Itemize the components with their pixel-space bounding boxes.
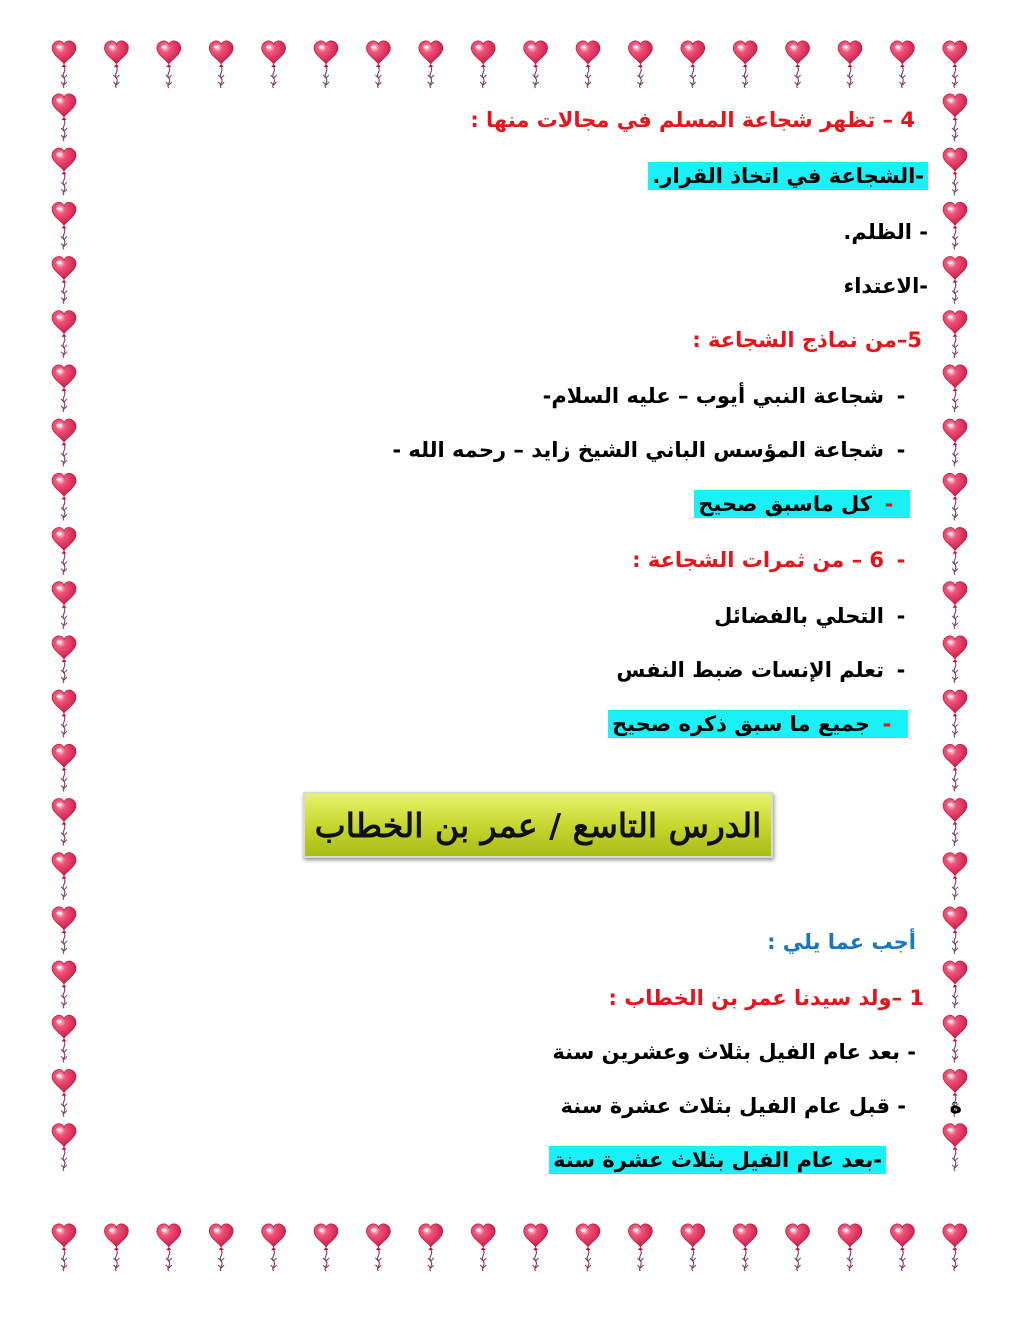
q4-heading: 4 – تظهر شجاعة المسلم في مجالات منها : [470,108,915,132]
q4-option[interactable]: - الظلم. [843,220,928,244]
q5-option[interactable]: -شجاعة النبي أيوب – عليه السلام- [542,384,906,408]
q4-option[interactable]: -الاعتداء [843,274,928,298]
q4-option-correct[interactable]: -الشجاعة في اتخاذ القرار. [648,164,928,188]
lesson-title-banner [303,792,773,858]
q6-option-correct[interactable]: -جميع ما سبق ذكره صحيح [608,712,908,736]
q5-option-correct[interactable]: -كل ماسبق صحيح [694,492,910,516]
q6-option[interactable]: -تعلم الإنسات ضبط النفس [616,658,906,682]
q5-heading: 5–من نماذج الشجاعة : [692,328,922,352]
stray-character: ة [949,1094,962,1118]
q6-option[interactable]: -التحلي بالفضائل [714,604,906,628]
q1-option[interactable]: - بعد عام الفيل بثلاث وعشرين سنة [552,1040,916,1064]
q5-option[interactable]: -شجاعة المؤسس الباني الشيخ زايد – رحمه الله - [392,438,906,462]
q1-option[interactable]: - قبل عام الفيل بثلاث عشرة سنة [560,1094,906,1118]
q6-heading: -6 – من ثمرات الشجاعة : [632,548,906,572]
q1-heading: 1 –ولد سيدنا عمر بن الخطاب : [608,986,924,1010]
instruction: أجب عما يلي : [767,930,916,954]
lesson-title: الدرس التاسع / عمر بن الخطاب [314,805,762,845]
q1-option-correct[interactable]: -بعد عام الفيل بثلاث عشرة سنة [549,1148,886,1172]
